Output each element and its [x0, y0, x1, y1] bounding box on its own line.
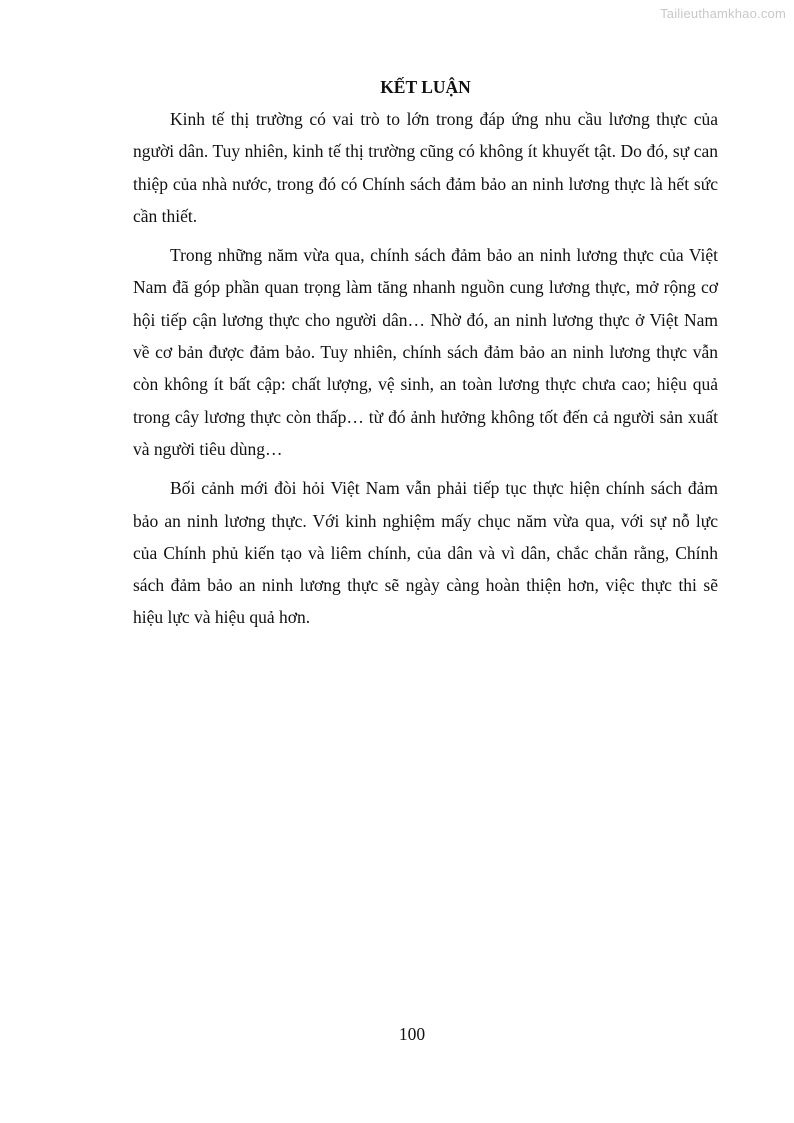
paragraph-2: Trong những năm vừa qua, chính sách đảm bảo an ninh lương thực của Việt Nam đã góp phần quan trọng làm tăng nhanh nguồn cung lương thực, mở rộng cơ hội tiếp cận lương thực cho người dân… Nhờ đó, an ninh lương thực ở Việt Nam về cơ bản được đảm bảo. Tuy nhiên, chính sách đảm bảo an ninh lương thực vẫn còn không ít bất cập: chất lượng, vệ sinh, an toàn lương thực chưa cao; hiệu quả trong cây lương thực còn thấp… từ đó ảnh hưởng không tốt đến cả người sản xuất và người tiêu dùng…: [133, 245, 718, 459]
section-title: KẾT LUẬN: [380, 77, 471, 97]
paragraph-1: Kinh tế thị trường có vai trò to lớn trong đáp ứng nhu cầu lương thực của người dân. Tuy nhiên, kinh tế thị trường cũng có không ít khuyết tật. Do đó, sự can thiệp của nhà nước, trong đó có Chính sách đảm bảo an ninh lương thực là hết sức cần thiết.: [133, 109, 718, 226]
watermark: Tailieuthamkhao.com: [660, 6, 786, 21]
paragraph-3: Bối cảnh mới đòi hỏi Việt Nam vẫn phải tiếp tục thực hiện chính sách đảm bảo an ninh lương thực. Với kinh nghiệm mấy chục năm vừa qua, với sự nỗ lực của Chính phủ kiến tạo và liêm chính, của dân và vì dân, chắc chắn rằng, Chính sách đảm bảo an ninh lương thực sẽ ngày càng hoàn thiện hơn, việc thực thi sẽ hiệu lực và hiệu quả hơn.: [133, 478, 718, 628]
page-number: 100: [398, 1024, 426, 1044]
document-page: [133, 76, 718, 641]
